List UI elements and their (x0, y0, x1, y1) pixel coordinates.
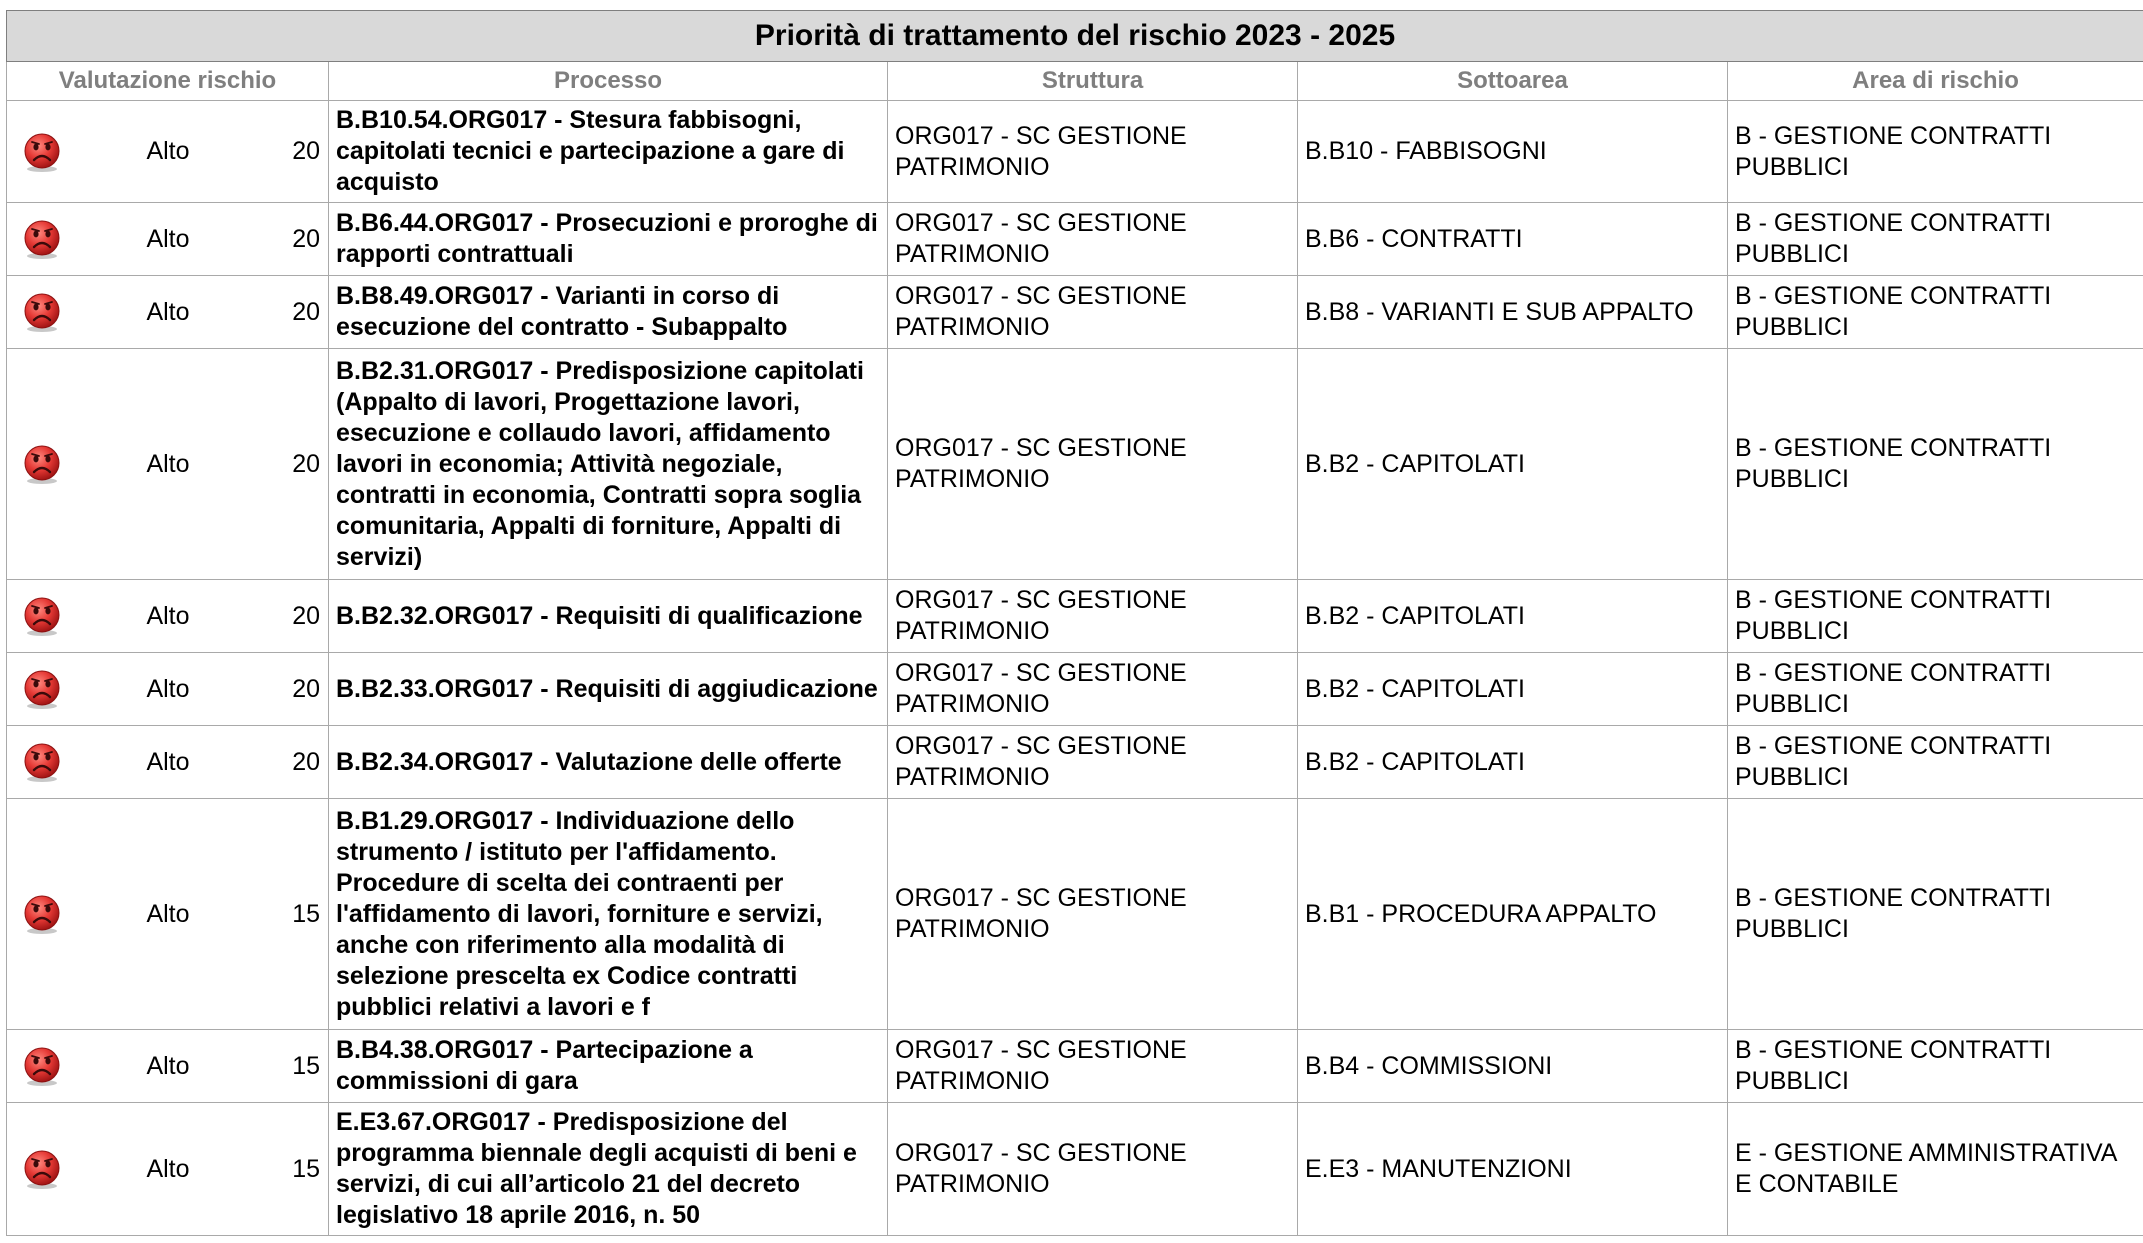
struttura-cell: ORG017 - SC GESTIONE PATRIMONIO (888, 1103, 1298, 1236)
table-row (7, 1103, 2143, 1236)
header-valutazione: Valutazione rischio (7, 62, 329, 101)
report-title: Priorità di trattamento del rischio 2023 - 2025 (7, 11, 2143, 62)
process-cell: B.B2.31.ORG017 - Predisposizione capitolati (Appalto di lavori, Progettazione lavori, esecuzione e collaudo lavori, affidamento lavori in economia; Attività negoziale, contratti in economia, Contratti sopra soglia comunitaria, Appalti di forniture, Appalti di servizi) (329, 349, 888, 580)
sottoarea-cell: E.E3 - MANUTENZIONI (1298, 1103, 1728, 1236)
struttura-cell: ORG017 - SC GESTIONE PATRIMONIO (888, 726, 1298, 799)
risk-score: 20 (292, 297, 320, 326)
sad-face-icon (21, 1045, 63, 1087)
risk-evaluation-cell (7, 349, 329, 580)
process-cell: E.E3.67.ORG017 - Predisposizione del programma biennale degli acquisti di beni e servizi, di cui all’articolo 21 del decreto legislativo 18 aprile 2016, n. 50 (329, 1103, 888, 1236)
risk-score: 20 (292, 747, 320, 776)
risk-score: 20 (292, 224, 320, 253)
table-row (7, 349, 2143, 580)
area-cell: B - GESTIONE CONTRATTI PUBBLICI (1728, 799, 2143, 1030)
sad-face-icon (21, 595, 63, 637)
sad-face-icon (21, 741, 63, 783)
header-area: Area di rischio (1728, 62, 2143, 101)
risk-level: Alto (146, 899, 190, 928)
area-cell: B - GESTIONE CONTRATTI PUBBLICI (1728, 276, 2143, 349)
area-cell: B - GESTIONE CONTRATTI PUBBLICI (1728, 653, 2143, 726)
table-row (7, 799, 2143, 1030)
risk-level: Alto (146, 747, 190, 776)
risk-level: Alto (146, 224, 190, 253)
risk-evaluation-cell (7, 653, 329, 726)
area-cell: B - GESTIONE CONTRATTI PUBBLICI (1728, 101, 2143, 203)
sottoarea-cell: B.B2 - CAPITOLATI (1298, 349, 1728, 580)
process-cell: B.B8.49.ORG017 - Varianti in corso di esecuzione del contratto - Subappalto (329, 276, 888, 349)
sad-face-icon (21, 131, 63, 173)
risk-score: 20 (292, 137, 320, 165)
risk-evaluation-cell (7, 799, 329, 1030)
risk-evaluation-cell (7, 101, 329, 203)
table-row (7, 653, 2143, 726)
sad-face-icon (21, 291, 63, 333)
area-cell: B - GESTIONE CONTRATTI PUBBLICI (1728, 580, 2143, 653)
risk-level: Alto (146, 1051, 190, 1080)
process-cell: B.B10.54.ORG017 - Stesura fabbisogni, capitolati tecnici e partecipazione a gare di acquisto (329, 101, 888, 203)
struttura-cell: ORG017 - SC GESTIONE PATRIMONIO (888, 276, 1298, 349)
table-row (7, 726, 2143, 799)
risk-level: Alto (146, 601, 190, 630)
sad-face-icon (21, 668, 63, 710)
struttura-cell: ORG017 - SC GESTIONE PATRIMONIO (888, 101, 1298, 203)
area-cell: B - GESTIONE CONTRATTI PUBBLICI (1728, 726, 2143, 799)
risk-evaluation-cell (7, 1103, 329, 1236)
risk-evaluation-cell (7, 1030, 329, 1103)
header-sottoarea: Sottoarea (1298, 62, 1728, 101)
risk-score: 15 (292, 1051, 320, 1080)
sottoarea-cell: B.B2 - CAPITOLATI (1298, 580, 1728, 653)
risk-evaluation-cell (7, 203, 329, 276)
struttura-cell: ORG017 - SC GESTIONE PATRIMONIO (888, 1030, 1298, 1103)
table-row (7, 1030, 2143, 1103)
risk-score: 20 (292, 449, 320, 478)
process-cell: B.B2.33.ORG017 - Requisiti di aggiudicazione (329, 653, 888, 726)
sottoarea-cell: B.B2 - CAPITOLATI (1298, 726, 1728, 799)
sottoarea-cell: B.B1 - PROCEDURA APPALTO (1298, 799, 1728, 1030)
sottoarea-cell: B.B10 - FABBISOGNI (1298, 101, 1728, 203)
header-processo: Processo (329, 62, 888, 101)
process-cell: B.B1.29.ORG017 - Individuazione dello strumento / istituto per l'affidamento. Procedure di scelta dei contraenti per l'affidamento di lavori, forniture e servizi, anche con riferimento alla modalità di selezione prescelta ex Codice contratti pubblici relativi a lavori e f (329, 799, 888, 1030)
area-cell: E - GESTIONE AMMINISTRATIVA E CONTABILE (1728, 1103, 2143, 1236)
sad-face-icon (21, 218, 63, 260)
process-cell: B.B4.38.ORG017 - Partecipazione a commissioni di gara (329, 1030, 888, 1103)
risk-level: Alto (146, 137, 190, 165)
risk-level: Alto (146, 1154, 190, 1183)
table-row (7, 580, 2143, 653)
process-cell: B.B6.44.ORG017 - Prosecuzioni e proroghe di rapporti contrattuali (329, 203, 888, 276)
risk-priority-report (6, 10, 2143, 1236)
table-row (7, 101, 2143, 203)
risk-score: 15 (292, 1154, 320, 1183)
risk-level: Alto (146, 297, 190, 326)
area-cell: B - GESTIONE CONTRATTI PUBBLICI (1728, 203, 2143, 276)
struttura-cell: ORG017 - SC GESTIONE PATRIMONIO (888, 799, 1298, 1030)
process-cell: B.B2.34.ORG017 - Valutazione delle offerte (329, 726, 888, 799)
table-row (7, 276, 2143, 349)
sad-face-icon (21, 443, 63, 485)
sad-face-icon (21, 1148, 63, 1190)
process-cell: B.B2.32.ORG017 - Requisiti di qualificazione (329, 580, 888, 653)
struttura-cell: ORG017 - SC GESTIONE PATRIMONIO (888, 349, 1298, 580)
risk-level: Alto (146, 449, 190, 478)
sottoarea-cell: B.B2 - CAPITOLATI (1298, 653, 1728, 726)
risk-evaluation-cell (7, 726, 329, 799)
sottoarea-cell: B.B6 - CONTRATTI (1298, 203, 1728, 276)
risk-table (6, 10, 2143, 1236)
risk-score: 20 (292, 674, 320, 703)
risk-evaluation-cell (7, 580, 329, 653)
risk-evaluation-cell (7, 276, 329, 349)
struttura-cell: ORG017 - SC GESTIONE PATRIMONIO (888, 580, 1298, 653)
sottoarea-cell: B.B8 - VARIANTI E SUB APPALTO (1298, 276, 1728, 349)
sad-face-icon (21, 893, 63, 935)
table-row (7, 203, 2143, 276)
struttura-cell: ORG017 - SC GESTIONE PATRIMONIO (888, 653, 1298, 726)
sottoarea-cell: B.B4 - COMMISSIONI (1298, 1030, 1728, 1103)
risk-score: 20 (292, 601, 320, 630)
header-struttura: Struttura (888, 62, 1298, 101)
risk-level: Alto (146, 674, 190, 703)
area-cell: B - GESTIONE CONTRATTI PUBBLICI (1728, 1030, 2143, 1103)
risk-score: 15 (292, 899, 320, 928)
table-body (7, 101, 2143, 1236)
area-cell: B - GESTIONE CONTRATTI PUBBLICI (1728, 349, 2143, 580)
struttura-cell: ORG017 - SC GESTIONE PATRIMONIO (888, 203, 1298, 276)
